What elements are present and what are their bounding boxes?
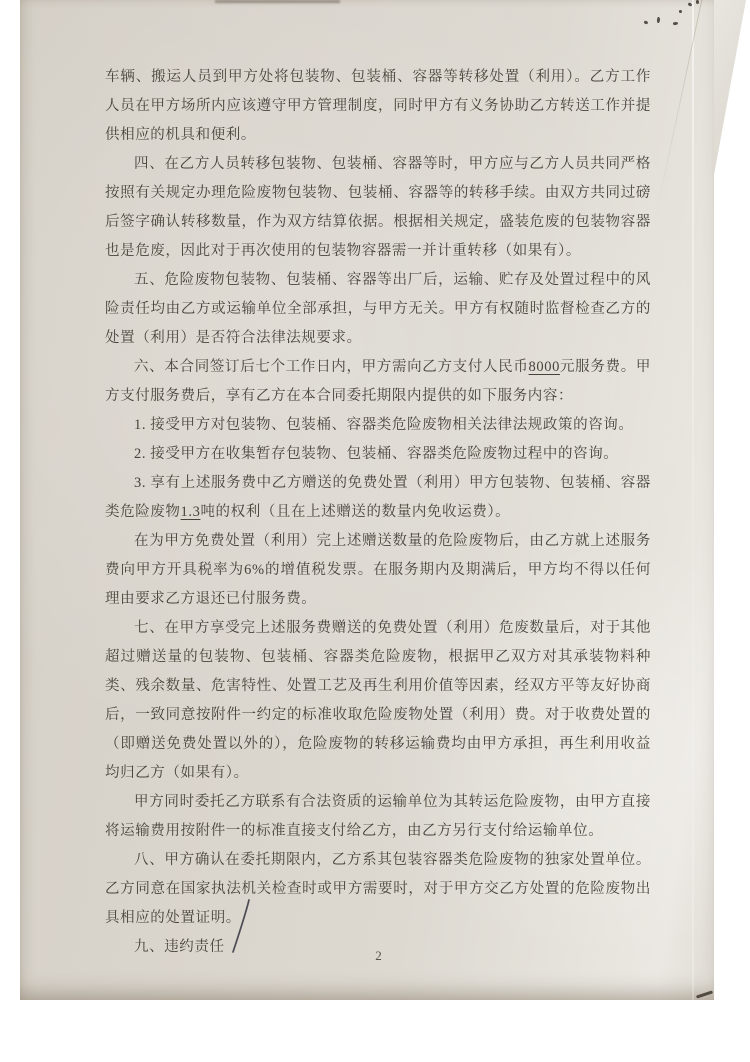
- ink-dot: [657, 17, 661, 23]
- ink-dot: [696, 0, 699, 4]
- transport-fee-paragraph: 甲方同时委托乙方联系有合法资质的运输单位为其转运危险废物，由甲方直接将运输费用按附件一的标准直接支付给乙方，由乙方另行支付给运输单位。: [105, 794, 651, 839]
- clause-4-paragraph: 四、在乙方人员转移包装物、包装桶、容器等时，甲方应与乙方人员共同严格按照有关规定办理危险废物包装物、包装桶、容器等的转移手续。由双方共同过磅后签字确认转移数量，作为双方结算依据。根据相关规定，盛装危废的包装物容器也是危废，因此对于再次使用的包装物容器需一并计重转移（如果有）。: [105, 156, 651, 259]
- clause-6-text-pre: 六、本合同签订后七个工作日内，甲方需向乙方支付人民币: [134, 359, 529, 375]
- ink-dot: [673, 22, 679, 26]
- paper-corner-flap: [714, 0, 746, 175]
- service-item-1: 1. 接受甲方对包装物、包装桶、容器类危险废物相关法律法规政策的咨询。: [134, 417, 634, 433]
- clause-7-paragraph: 七、在甲方享受完上述服务费赠送的免费处置（利用）危废数量后，对于其他超过赠送量的包装物、包装桶、容器类危险废物，根据甲乙双方对其承装物料种类、残余数量、危害特性、处置工艺及再生利用价值等因素，经双方平等友好协商后，一致同意按附件一约定的标准收取危险废物处置（利用）费。对于收费处置的（即赠送免费处置以外的），危险废物的转移运输费均由甲方承担，再生利用收益均归乙方（如果有）。: [105, 620, 651, 781]
- service-fee-amount: 8000: [528, 359, 560, 375]
- contract-text-block: [105, 63, 651, 962]
- clause-6-text-post: 元服务费。甲方支付服务费后，享有乙方在本合同委托期限内提供的如下服务内容：: [105, 359, 651, 404]
- ink-dot: [644, 20, 649, 24]
- bottom-corner-mark: [696, 990, 713, 998]
- page-number: 2: [375, 948, 383, 963]
- paper-fold-line: [692, 0, 694, 1000]
- paper-crease: [655, 0, 704, 218]
- service-item-3-text-post: 吨的权利（且在上述赠送的数量内免收运费）。: [200, 504, 511, 520]
- ink-dot: [679, 10, 682, 13]
- clause-8-paragraph: 八、甲方确认在委托期限内，乙方系其包装容器类危险废物的独家处置单位。乙方同意在国家执法机关检查时或甲方需要时，对于甲方交乙方处置的危险废物出具相应的处置证明。: [105, 852, 651, 926]
- clause-5-paragraph: 五、危险废物包装物、包装桶、容器等出厂后，运输、贮存及处置过程中的风险责任均由乙方或运输单位全部承担，与甲方无关。甲方有权随时监督检查乙方的处置（利用）是否符合法律法规要求。: [105, 272, 651, 346]
- clause-6-paragraph: [105, 353, 651, 411]
- service-item-2: 2. 接受甲方在收集暂存包装物、包装桶、容器类危险废物过程中的咨询。: [134, 446, 619, 462]
- service-item-3-text-pre: 3. 享有上述服务费中乙方赠送的免费处置（利用）甲方包装物、包装桶、容器类危险废物: [105, 475, 651, 520]
- free-disposal-tonnage: 1.3: [180, 504, 201, 520]
- paper-sheet: [20, 0, 714, 1000]
- handwritten-slash-mark: [228, 898, 254, 954]
- top-edge-smudge: [215, 0, 340, 3]
- clause-9-heading: 九、违约责任: [134, 939, 225, 955]
- contract-continuation-paragraph: 车辆、搬运人员到甲方处将包装物、包装桶、容器等转移处置（利用）。乙方工作人员在甲方场所内应该遵守甲方管理制度，同时甲方有义务协助乙方转送工作并提供相应的机具和便利。: [105, 69, 651, 143]
- service-item-3: [105, 469, 651, 527]
- invoice-paragraph: 在为甲方免费处置（利用）完上述赠送数量的危险废物后，由乙方就上述服务费向甲方开具税率为6%的增值税发票。在服务期内及期满后，甲方均不得以任何理由要求乙方退还已付服务费。: [105, 533, 651, 607]
